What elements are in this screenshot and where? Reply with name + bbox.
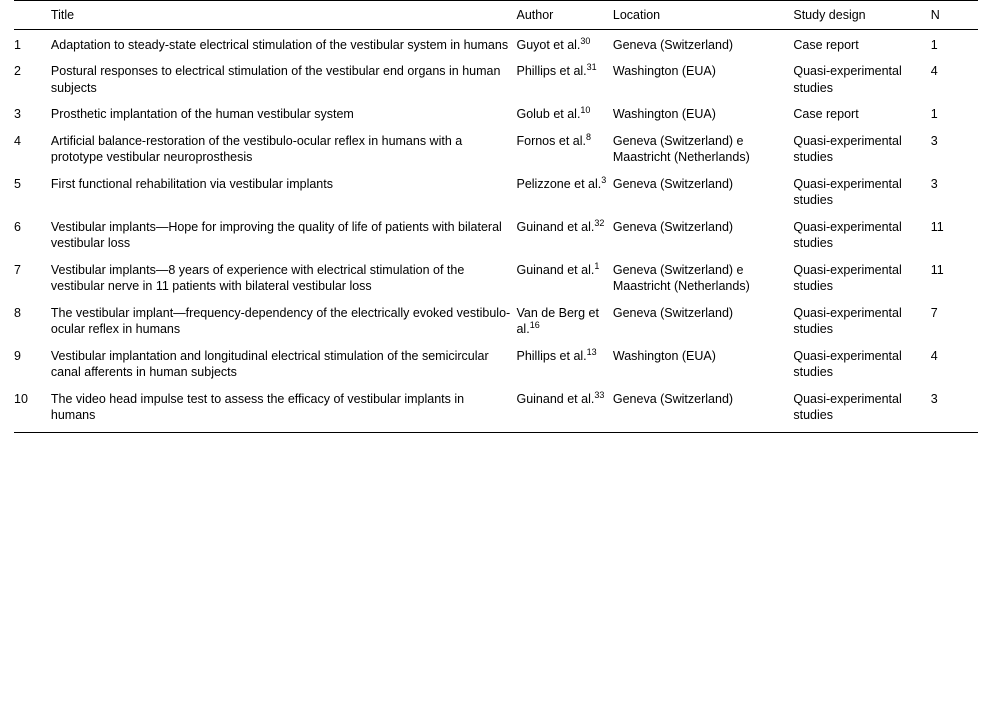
row-n: 3 [930,176,938,191]
row-author [516,212,612,255]
row-number: 3 [14,107,21,121]
row-number: 6 [14,219,21,234]
row-number: 1 [14,37,21,52]
row-title: Postural responses to electrical stimulation of the vestibular end organs in human subjects [50,64,501,95]
row-title: Vestibular implantation and longitudinal electrical stimulation of the semicircular canal afferents in human subjects [50,348,489,379]
row-author-reference: 32 [594,217,605,228]
row-study-design: Quasi-experimental studies [793,219,902,250]
row-author-reference: 13 [586,346,597,357]
row-author-text: Guinand et al. [516,262,595,277]
row-location: Geneva (Switzerland) e Maastricht (Netherlands) [612,133,750,164]
row-location: Geneva (Switzerland) [612,37,734,52]
row-n: 11 [930,219,944,234]
row-location: Geneva (Switzerland) [612,176,734,191]
row-study-design: Quasi-experimental studies [793,305,902,336]
row-study-design: Quasi-experimental studies [793,64,902,95]
studies-table [14,0,978,432]
row-author [516,126,612,169]
row-study-design: Case report [793,37,859,52]
table-row [14,255,978,298]
row-location: Geneva (Switzerland) e Maastricht (Netherlands) [612,262,750,293]
row-author [516,384,612,432]
row-location: Washington (EUA) [612,64,716,78]
row-n: 7 [930,305,938,320]
row-n: 4 [930,64,938,78]
row-author-text: Golub et al. [516,107,581,121]
row-location: Geneva (Switzerland) [612,391,734,406]
row-n: 1 [930,107,938,121]
row-author-reference: 8 [585,131,591,142]
row-author-reference: 10 [580,104,591,115]
row-author-reference: 33 [594,389,605,400]
row-author-text: Pelizzone et al. [516,176,602,191]
row-number: 9 [14,348,21,363]
column-header-location: Location [613,1,793,30]
row-study-design: Quasi-experimental studies [793,391,902,422]
column-header-study-design: Study design [793,1,930,30]
row-author-reference: 16 [529,319,540,330]
row-n: 4 [930,348,938,363]
table-row [14,384,978,432]
row-author [516,99,612,126]
row-author [516,255,612,298]
row-study-design: Quasi-experimental studies [793,176,902,207]
table-row [14,212,978,255]
row-author [516,29,612,56]
row-title: Artificial balance-restoration of the vestibulo-ocular reflex in humans with a prototype vestibular neuroprosthesis [50,133,463,164]
row-author-text: Van de Berg et al. [516,305,599,336]
row-author-text: Guinand et al. [516,391,595,406]
row-author-reference: 31 [586,61,597,72]
row-title: Adaptation to steady-state electrical stimulation of the vestibular system in humans [50,37,509,52]
row-author [516,298,612,341]
row-author-text: Phillips et al. [516,348,587,363]
row-author [516,169,612,212]
table-row [14,126,978,169]
column-header-n: N [931,1,978,30]
table-body [14,29,978,432]
row-author-text: Phillips et al. [516,64,587,78]
row-study-design: Case report [793,107,859,121]
table-row [14,56,978,99]
row-study-design: Quasi-experimental studies [793,262,902,293]
row-author-text: Guinand et al. [516,219,595,234]
row-n: 3 [930,391,938,406]
table-row [14,29,978,56]
row-author [516,341,612,384]
table-row [14,169,978,212]
row-author-text: Fornos et al. [516,133,586,148]
row-number: 4 [14,133,21,148]
header-row [14,1,978,30]
table-row [14,298,978,341]
row-author-reference: 3 [601,174,607,185]
row-n: 3 [930,133,938,148]
row-title: The video head impulse test to assess the efficacy of vestibular implants in humans [50,391,465,422]
row-title: Vestibular implants—8 years of experience with electrical stimulation of the vestibular nerve in 11 patients with bilateral vestibular loss [50,262,465,293]
row-study-design: Quasi-experimental studies [793,348,902,379]
row-number: 5 [14,176,21,191]
column-header-title: Title [51,1,517,30]
table-row [14,99,978,126]
table-row [14,341,978,384]
row-title: First functional rehabilitation via vestibular implants [50,176,333,191]
row-title: The vestibular implant—frequency-dependency of the electrically evoked vestibulo-ocular reflex in humans [50,305,511,336]
row-number: 10 [14,391,28,406]
table-header [14,1,978,30]
row-location: Geneva (Switzerland) [612,305,734,320]
row-n: 11 [930,262,944,277]
column-header-author: Author [516,1,612,30]
row-number: 8 [14,305,21,320]
row-title: Vestibular implants—Hope for improving the quality of life of patients with bilateral vestibular loss [50,219,502,250]
table-bottom-rule [14,432,978,433]
row-number: 2 [14,64,21,78]
row-number: 7 [14,262,21,277]
row-location: Washington (EUA) [612,107,716,121]
row-author [516,56,612,99]
column-header-number [14,1,51,30]
row-author-text: Guyot et al. [516,37,581,52]
row-n: 1 [930,37,938,52]
row-author-reference: 1 [594,260,600,271]
row-study-design: Quasi-experimental studies [793,133,902,164]
row-location: Geneva (Switzerland) [612,219,734,234]
row-title: Prosthetic implantation of the human vestibular system [50,107,354,121]
row-author-reference: 30 [580,35,591,46]
row-location: Washington (EUA) [612,348,716,363]
